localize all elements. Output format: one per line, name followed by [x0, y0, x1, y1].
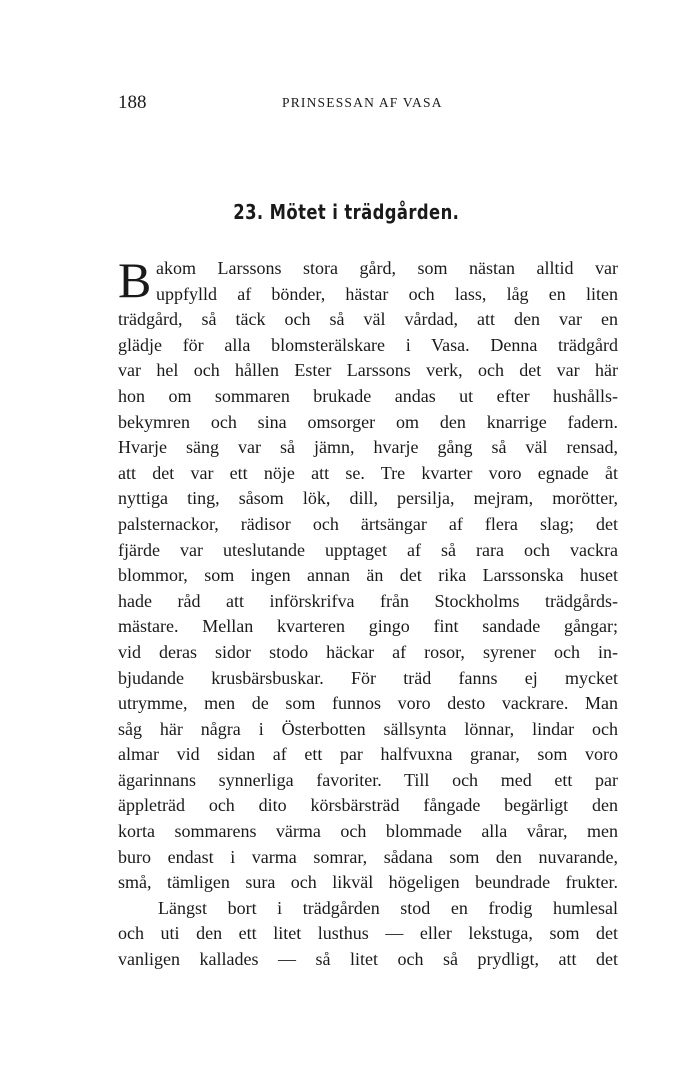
- text-line: fjärde var uteslutande upptaget af så rara och vackra: [118, 539, 618, 560]
- text-line: hade råd att införskrifva från Stockholms trädgårds-: [118, 590, 618, 611]
- text-line: Hvarje säng var så jämn, hvarje gång så väl rensad,: [118, 437, 618, 458]
- text-line: utrymme, men de som funnos voro desto vackrare. Man: [118, 693, 618, 714]
- text-line: glädje för alla blomsterälskare i Vasa. Denna trädgård: [118, 334, 618, 355]
- text-line: såg här några i Österbotten sällsynta lönnar, lindar och: [118, 718, 618, 739]
- page-number: 188: [118, 92, 147, 113]
- text-line: buro endast i varma somrar, sådana som den nuvarande,: [118, 846, 618, 867]
- text-line: bjudande krusbärsbuskar. För träd fanns ej mycket: [118, 667, 618, 688]
- running-head: PRINSESSAN AF VASA: [282, 95, 443, 110]
- text-line: uppfylld af bönder, hästar och lass, låg en liten: [156, 283, 618, 304]
- page-header: [118, 92, 618, 116]
- text-line: var hel och hållen Ester Larssons verk, och det var här: [118, 360, 618, 381]
- text-line: mästare. Mellan kvarteren gingo fint sandade gångar;: [118, 616, 618, 637]
- text-line: blommor, som ingen annan än det rika Larssonska huset: [118, 565, 618, 586]
- drop-cap: B: [118, 252, 152, 308]
- chapter-title: 23. Mötet i trädgården.: [233, 200, 460, 224]
- text-line: Längst bort i trädgården stod en frodig humlesal: [158, 897, 618, 918]
- text-line: akom Larssons stora gård, som nästan alltid var: [156, 258, 618, 278]
- text-line: korta sommarens värma och blommade alla vårar, men: [118, 821, 618, 842]
- text-line: vid deras sidor stodo häckar af rosor, syrener och in-: [118, 641, 618, 662]
- text-line: att det var ett nöje att se. Tre kvarter voro egnade åt: [118, 462, 618, 483]
- text-line: palsternackor, rädisor och ärtsängar af flera slag; det: [118, 513, 618, 534]
- text-line: och uti den ett litet lusthus — eller lekstuga, som det: [118, 923, 618, 944]
- text-line: små, tämligen sura och likväl högeligen beundrade frukter.: [118, 872, 618, 893]
- text-line: trädgård, så täck och så väl vårdad, att den var en: [118, 309, 618, 330]
- text-line: vanligen kallades — så litet och så prydligt, att det: [118, 949, 618, 970]
- text-line: ägarinnans synnerliga favoriter. Till och med ett par: [118, 769, 618, 790]
- text-line: äppleträd och dito körsbärsträd fångade begärligt den: [118, 795, 618, 816]
- text-line: almar vid sidan af ett par halfvuxna granar, som voro: [118, 744, 618, 765]
- text-line: nyttiga ting, såsom lök, dill, persilja, mejram, morötter,: [118, 488, 618, 509]
- text-line: hon om sommaren brukade andas ut efter hushålls-: [118, 385, 618, 406]
- text-line: bekymren och sina omsorger om den knarrige fadern.: [118, 411, 618, 432]
- body-text: [118, 252, 618, 973]
